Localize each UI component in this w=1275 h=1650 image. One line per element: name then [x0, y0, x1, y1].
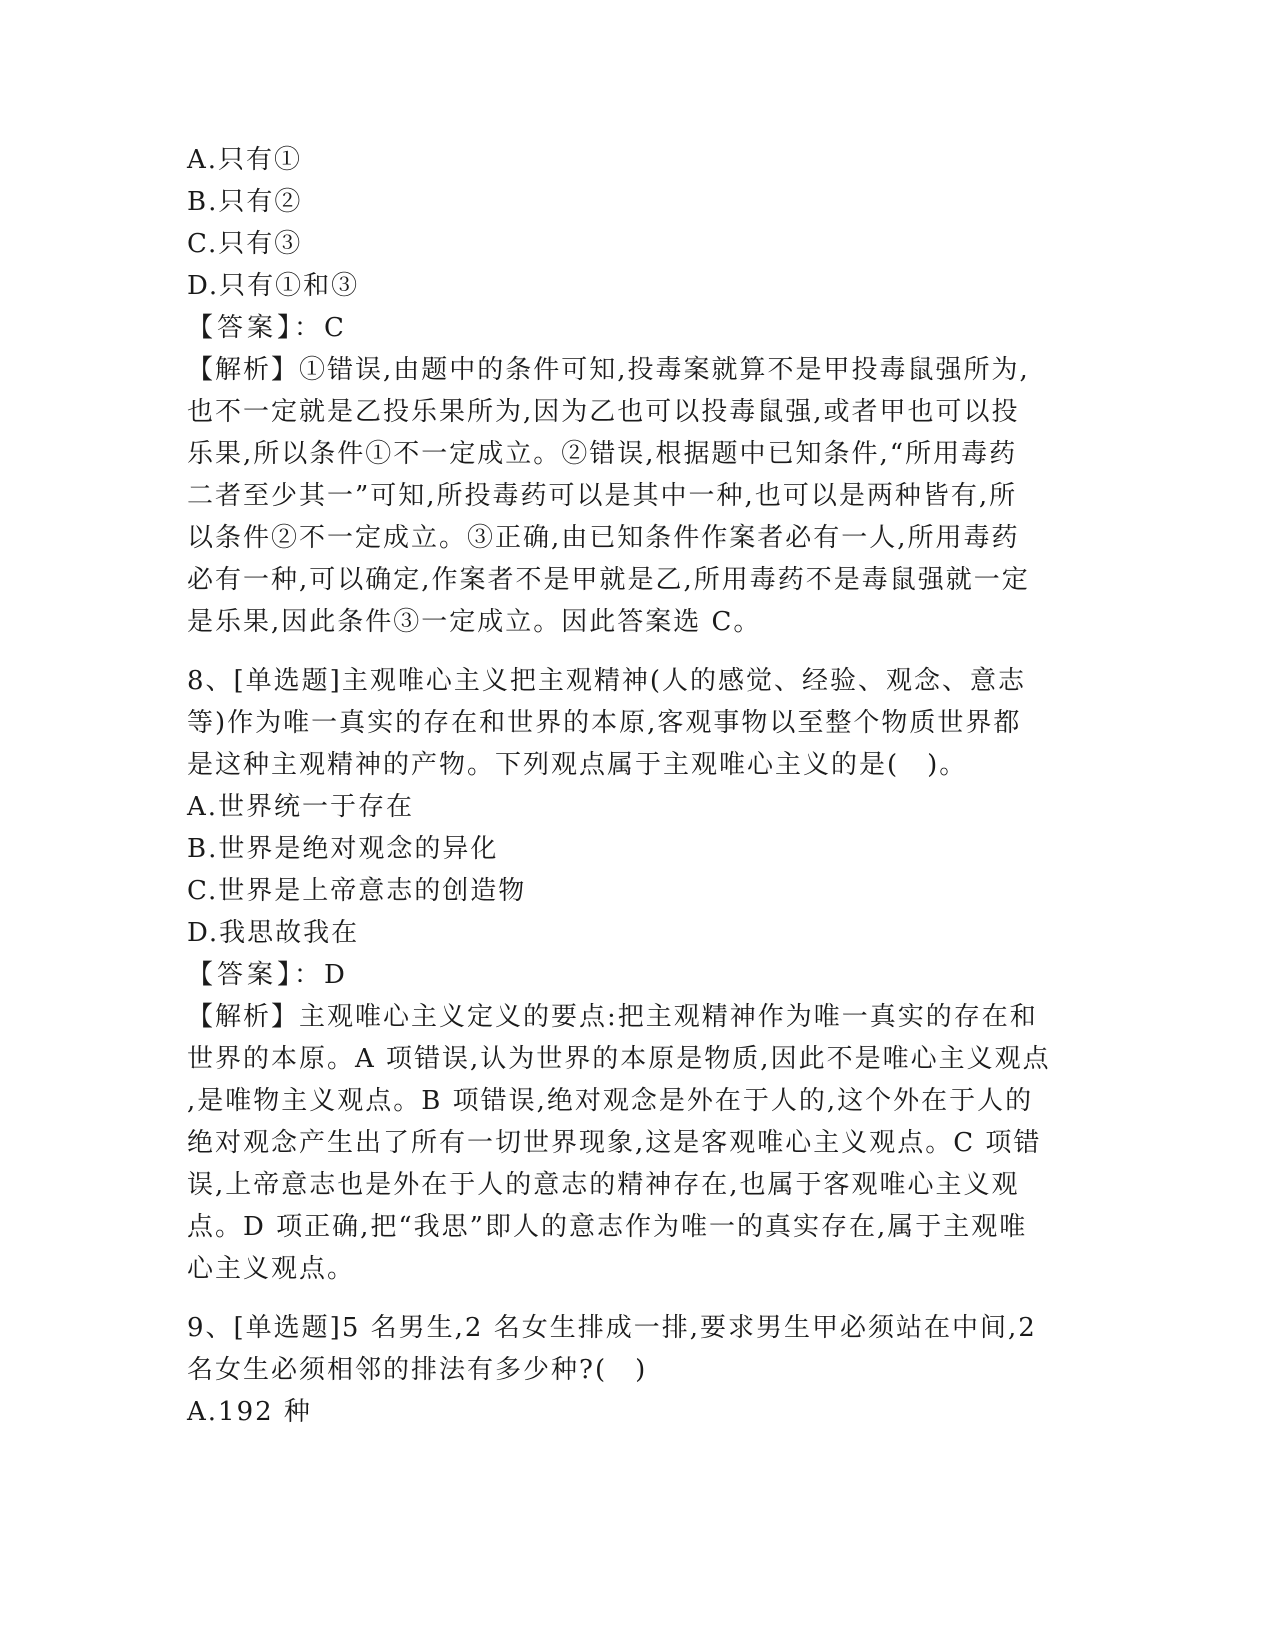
previous-question-block [187, 139, 1045, 643]
option-c: C.只有③ [187, 229, 303, 259]
analysis-line: 【解析】主观唯心主义定义的要点:把主观精神作为唯一真实的存在和 [187, 1002, 1038, 1032]
option-a: A.192 种 [187, 1397, 312, 1427]
analysis-line: 世界的本原。A 项错误,认为世界的本原是物质,因此不是唯心主义观点 [187, 1044, 1051, 1074]
analysis-line: ,是唯物主义观点。B 项错误,绝对观念是外在于人的,这个外在于人的 [187, 1086, 1034, 1116]
option-d: D.我思故我在 [187, 918, 360, 948]
analysis-line: 误,上帝意志也是外在于人的意志的精神存在,也属于客观唯心主义观 [187, 1170, 1020, 1200]
option-a: A.只有① [187, 145, 303, 175]
analysis-line: 是乐果,因此条件③一定成立。因此答案选 C。 [187, 607, 762, 637]
question-stem [187, 660, 1045, 786]
analysis-line: 绝对观念产生出了所有一切世界现象,这是客观唯心主义观点。C 项错 [187, 1128, 1042, 1158]
stem-line: 名女生必须相邻的排法有多少种?( ) [187, 1355, 648, 1385]
option-b: B.世界是绝对观念的异化 [187, 834, 499, 864]
answer-line: 【答案】：C [187, 313, 348, 343]
option-b: B.只有② [187, 187, 303, 217]
analysis-line: 心主义观点。 [187, 1254, 356, 1284]
analysis-line: 以条件②不一定成立。③正确,由已知条件作案者必有一人,所用毒药 [187, 523, 1020, 553]
analysis-paragraph [187, 996, 1051, 1290]
question-stem [187, 1307, 1045, 1391]
option-c: C.世界是上帝意志的创造物 [187, 876, 527, 906]
analysis-line: 也不一定就是乙投乐果所为,因为乙也可以投毒鼠强,或者甲也可以投 [187, 397, 1020, 427]
stem-line: 是这种主观精神的产物。下列观点属于主观唯心主义的是( )。 [187, 750, 968, 780]
analysis-line: 乐果,所以条件①不一定成立。②错误,根据题中已知条件,“所用毒药 [187, 439, 1018, 469]
option-d: D.只有①和③ [187, 271, 360, 301]
option-a: A.世界统一于存在 [187, 792, 415, 822]
stem-line: 9、[单选题]5 名男生,2 名女生排成一排,要求男生甲必须站在中间,2 [187, 1313, 1037, 1343]
question-9 [187, 1307, 1045, 1433]
analysis-line: 必有一种,可以确定,作案者不是甲就是乙,所用毒药不是毒鼠强就一定 [187, 565, 1030, 595]
stem-line: 等)作为唯一真实的存在和世界的本原,客观事物以至整个物质世界都 [187, 708, 1022, 738]
analysis-line: 点。D 项正确,把“我思”即人的意志作为唯一的真实存在,属于主观唯 [187, 1212, 1028, 1242]
analysis-line: 【解析】①错误,由题中的条件可知,投毒案就算不是甲投毒鼠强所为, [187, 355, 1030, 385]
stem-line: 8、[单选题]主观唯心主义把主观精神(人的感觉、经验、观念、意志 [187, 666, 1026, 696]
analysis-paragraph [187, 349, 1045, 643]
question-8 [187, 660, 1051, 1290]
answer-line: 【答案】：D [187, 960, 349, 990]
analysis-line: 二者至少其一”可知,所投毒药可以是其中一种,也可以是两种皆有,所 [187, 481, 1018, 511]
